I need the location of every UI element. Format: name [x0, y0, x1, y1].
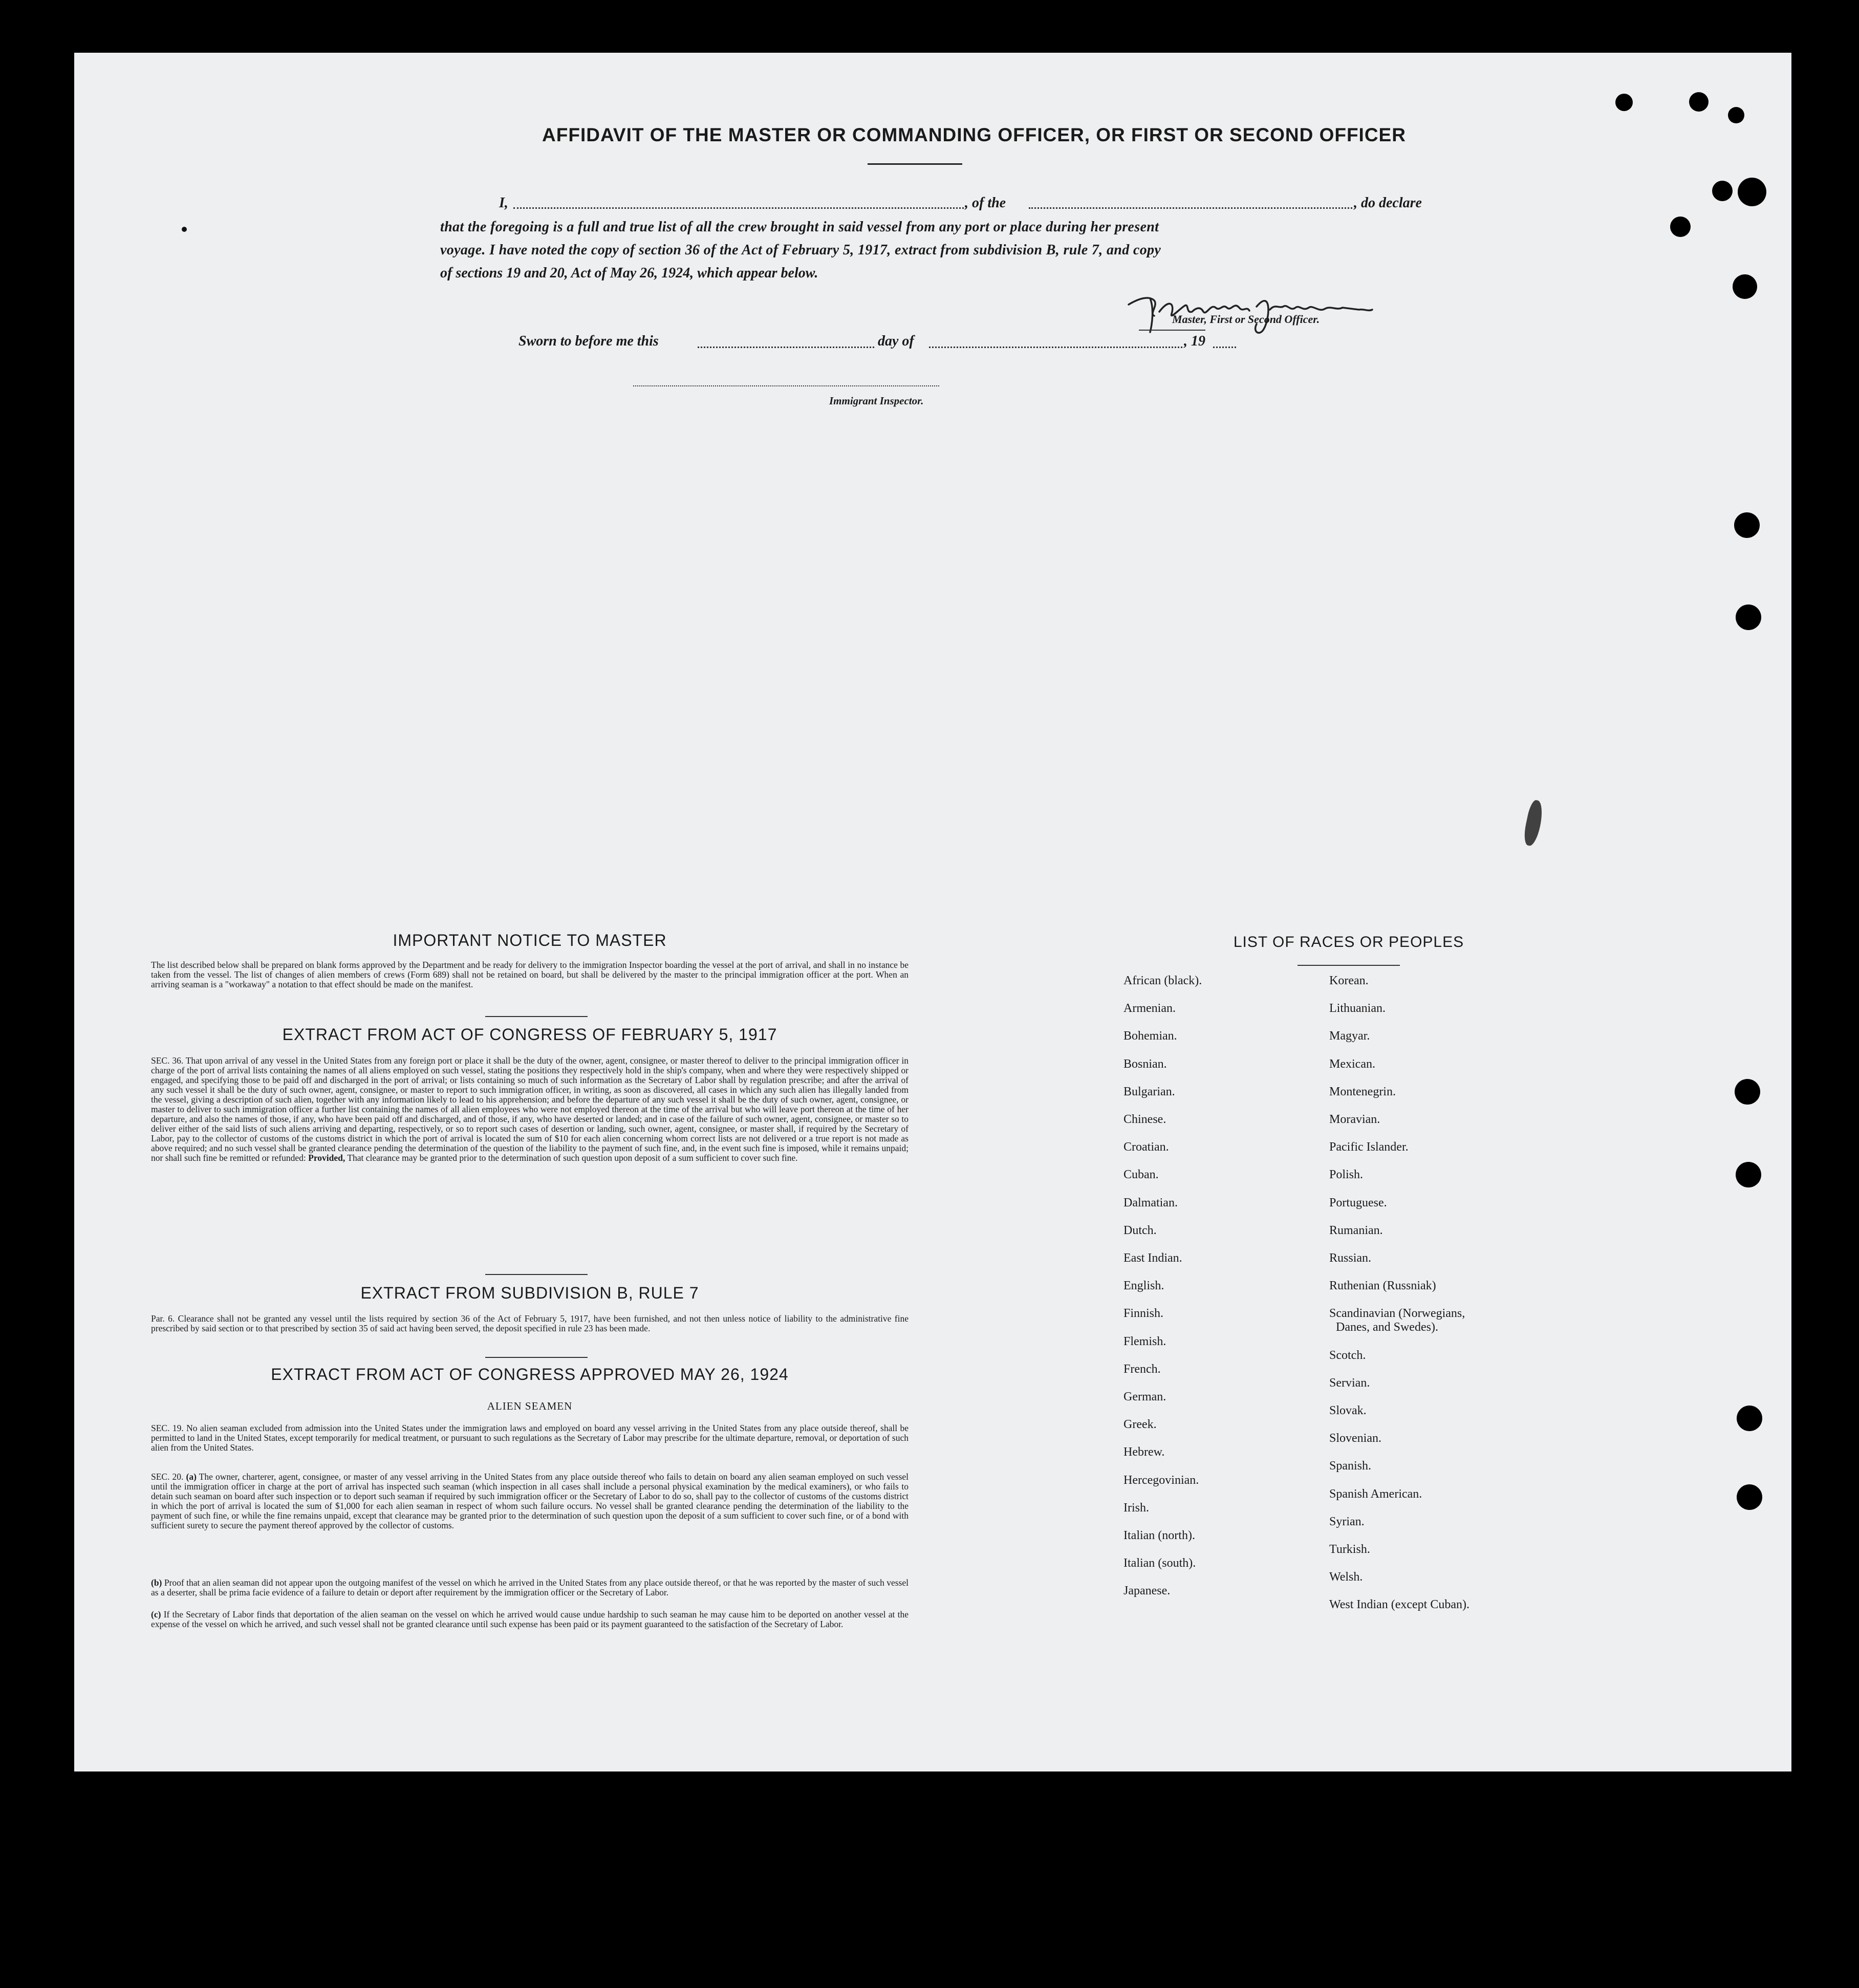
declare-i: I, [499, 195, 508, 211]
title-underline [868, 163, 962, 165]
race-item: Ruthenian (Russniak) [1329, 1279, 1436, 1293]
punch-hole [1738, 178, 1766, 206]
sworn-day-blank [698, 347, 874, 348]
divider [485, 1357, 588, 1358]
race-item: Greek. [1123, 1418, 1157, 1432]
race-item: Dutch. [1123, 1223, 1157, 1237]
race-item: Flemish. [1123, 1334, 1166, 1348]
extract-1924-title: EXTRACT FROM ACT OF CONGRESS APPROVED MAY 26, 1924 [271, 1365, 789, 1384]
ink-smudge [1522, 799, 1545, 847]
race-item: Bulgarian. [1123, 1085, 1175, 1098]
race-item: Dalmatian. [1123, 1196, 1178, 1209]
sec-20b-text: Proof that an alien seaman did not appear upon the outgoing manifest of the vessel on which he arrived in the United States from any place outside thereof, or that he was reported by the master of such vessel as a deserter, shall be prima facie evidence of a failure to detain or deport after requirement by the immigration officer or the Secretary of Labor. [151, 1578, 909, 1597]
signature-label: Master, First or Second Officer. [1172, 313, 1320, 326]
race-item: Mexican. [1329, 1057, 1375, 1071]
section-36-text: SEC. 36. That upon arrival of any vessel in the United States from any foreign port or place it shall be the duty of the owner, agent, consignee, or master thereof to deliver to the principal immigration officer in charge of the port of arrival lists containing the names of all aliens employed on such vessel, stating the positions they respectively hold in the ship's company, when and where they were respectively shipped or engaged, and specifying those to be paid off and discharged in the port of arrival; or lists containing so much of such information as the Secretary of Labor shall by regulation prescribe; and after the arrival of any such vessel it shall be the duty of such owner, agent, consignee, or master to report to such immigration officer, in writing, as soon as discovered, all cases in which any such alien has illegally landed from the vessel, giving a description of such alien, together with any information likely to lead to his apprehension; and before the departure of any such vessel it shall be the duty of such owner, agent, consignee, or master to deliver to such immigration officer a further list containing the names of all alien employees who were not employed thereon at the time of the arrival but who will leave port thereon at the time of her departure, and also the names of those, if any, who have been paid off and discharged, and of those, if any, who have deserted or landed; and in case of the failure of such owner, agent, consignee, or master so to deliver either of the said lists of such aliens arriving and departing, respectively, or so to report such cases of desertion or landing, such owner, agent, consignee, or master shall, if required by the Secretary of Labor, pay to the collector of customs of the customs district in which the port of arrival is located the sum of $10 for each alien concerning whom correct lists are not delivered or a true report is not made as above required; and no such vessel shall be granted clearance pending the determination of the question of the liability to the payment of such fine, and, in the event such fine is imposed, while it remains unpaid; nor shall such fine be remitted or refunded: [151, 1055, 909, 1163]
race-item: English. [1123, 1279, 1164, 1293]
race-item: Italian (south). [1123, 1557, 1196, 1570]
race-item: Turkish. [1329, 1543, 1370, 1556]
race-item: East Indian. [1123, 1251, 1182, 1265]
sworn-year: , 19 [1184, 333, 1205, 349]
race-item: Hebrew. [1123, 1445, 1165, 1459]
sec-20-label: SEC. 20. [151, 1472, 184, 1482]
notice-body: The list described below shall be prepared on blank forms approved by the Department and be ready for delivery to the immigration Inspector boarding the vessel at the port of arrival, and shall in no instance be taken from the vessel. The list of changes of alien members of crews (Form 689) shall not be retained on board, but shall be delivered by the master to the principal immigration officer at the port. When an arriving seaman is a "workaway" a notation to that effect should be made on the manifest. [151, 960, 909, 989]
signature [1118, 283, 1477, 339]
race-item: Danes, and Swedes). [1336, 1321, 1438, 1334]
punch-hole [1737, 1406, 1762, 1431]
race-item: French. [1123, 1362, 1161, 1376]
sec-19-text: SEC. 19. No alien seaman excluded from admission into the United States under the immigration laws and employed on board any vessel arriving in the United States from any place outside thereof, shall be permitted to land in the United States, except temporarily for medical treatment, or pursuant to such regulations as the Secretary of Labor may prescribe for the ultimate departure, removal, or deportation of such alien from the United States. [151, 1423, 909, 1453]
sworn-month-blank [929, 347, 1182, 348]
punch-hole [1735, 1079, 1760, 1105]
race-item: Slovak. [1329, 1404, 1367, 1417]
document-page [74, 53, 1791, 1771]
race-item: Polish. [1329, 1168, 1364, 1182]
punch-hole [1615, 94, 1633, 111]
race-item: Chinese. [1123, 1113, 1166, 1126]
race-item: Bohemian. [1123, 1029, 1177, 1043]
race-item: Scotch. [1329, 1348, 1366, 1362]
race-item: German. [1123, 1390, 1166, 1403]
sec-20a-text: The owner, charterer, agent, consignee, or master of any vessel arriving in the United States from any place outside thereof who fails to detain on board any alien seaman employed on such vessel until the immigration officer in charge at the port of arrival has inspected such seaman (which inspection in all cases shall include a personal physical examination by the medical examiners), or who fails to detain such seaman on board after such inspection or to deport such seaman if required by such immigration officer or the Secretary of Labor to do so, shall pay to the collector of customs of the customs district in which the port of arrival is located the sum of $1,000 for each alien seaman in respect of whom such failure occurs. No vessel shall be granted clearance pending the determination of the liability to the payment of such fine, or while the fine remains unpaid, except that clearance may be granted prior to the determination of such question upon the deposit of a sum sufficient to cover such fine, or of a bond with sufficient surety to secure the payment thereof approved by the collector of customs. [151, 1472, 909, 1530]
race-item: Italian (north). [1123, 1529, 1195, 1542]
extract-rule7-body: Par. 6. Clearance shall not be granted any vessel until the lists required by section 36 of the Act of February 5, 1917, have been furnished, and not then unless notice of liability to the administrative fine prescribed by said section or to that prescribed by section 35 of said act having been served, the deposit specified in rule 23 has been made. [151, 1313, 909, 1333]
ink-speck [182, 227, 187, 232]
extract-1917-body [151, 1056, 909, 1256]
vessel-blank [1029, 207, 1352, 209]
sec-20b-mark: (b) [151, 1578, 162, 1588]
race-item: Irish. [1123, 1501, 1149, 1515]
punch-hole [1736, 604, 1761, 630]
punch-hole [1734, 512, 1760, 538]
race-item: Rumanian. [1329, 1223, 1383, 1237]
provided-text: That clearance may be granted prior to the determination of such question upon deposit of a sum sufficient to cover such fine. [347, 1153, 798, 1163]
race-item: Armenian. [1123, 1002, 1176, 1015]
alien-seamen-subtitle: ALIEN SEAMEN [487, 1400, 573, 1412]
race-item: Montenegrin. [1329, 1085, 1396, 1098]
race-item: Portuguese. [1329, 1196, 1387, 1209]
declare-of-the: , of the [965, 195, 1006, 211]
race-item: Korean. [1329, 974, 1369, 987]
race-item: Scandinavian (Norwegians, [1329, 1307, 1465, 1321]
extract-rule7-title: EXTRACT FROM SUBDIVISION B, RULE 7 [360, 1284, 699, 1302]
sec-20c-mark: (c) [151, 1609, 161, 1619]
race-item: Lithuanian. [1329, 1002, 1386, 1015]
race-item: Croatian. [1123, 1140, 1169, 1154]
inspector-label: Immigrant Inspector. [829, 395, 924, 407]
declare-do-declare: , do declare [1354, 195, 1422, 211]
race-item: Moravian. [1329, 1113, 1380, 1126]
races-divider [1298, 965, 1400, 966]
race-item: Finnish. [1123, 1307, 1164, 1321]
divider [485, 1274, 588, 1275]
declaration-line-3: voyage. I have noted the copy of section 36 of the Act of February 5, 1917, extract from subdivision B, rule 7, and copy [440, 242, 1161, 258]
race-item: Hercegovinian. [1123, 1473, 1199, 1487]
race-item: Welsh. [1329, 1570, 1363, 1584]
punch-hole [1737, 1484, 1762, 1510]
divider [485, 1016, 588, 1017]
sec-20a-mark: (a) [186, 1472, 197, 1482]
affidavit-title: AFFIDAVIT OF THE MASTER OR COMMANDING OFFICER, OR FIRST OR SECOND OFFICER [542, 124, 1406, 145]
punch-hole [1689, 92, 1709, 112]
sec-20b [151, 1578, 909, 1609]
race-item: West Indian (except Cuban). [1329, 1598, 1469, 1612]
race-item: Servian. [1329, 1376, 1370, 1390]
punch-hole [1712, 181, 1733, 201]
punch-hole [1736, 1162, 1761, 1187]
race-item: Pacific Islander. [1329, 1140, 1409, 1154]
declaration-line-2: that the foregoing is a full and true list of all the crew brought in said vessel from any port or place during her present [440, 219, 1159, 235]
punch-hole [1733, 274, 1757, 299]
race-item: Cuban. [1123, 1168, 1159, 1182]
race-item: Syrian. [1329, 1515, 1365, 1528]
extract-1917-title: EXTRACT FROM ACT OF CONGRESS OF FEBRUARY 5, 1917 [282, 1025, 777, 1044]
sec-20c-text: If the Secretary of Labor finds that deportation of the alien seaman on the vessel on which he arrived would cause undue hardship to such seaman he may cause him to be deported on another vessel at the expense of the vessel on which he arrived, and such vessel shall not be granted clearance until such expense has been paid or its payment guaranteed to the satisfaction of the Secretary of Labor. [151, 1609, 909, 1629]
race-item: Spanish American. [1329, 1487, 1422, 1501]
race-item: Slovenian. [1329, 1432, 1381, 1445]
inspector-signature-line [633, 385, 939, 386]
race-item: African (black). [1123, 974, 1202, 987]
provided-word: Provided, [308, 1153, 345, 1163]
punch-hole [1670, 217, 1691, 237]
race-item: Bosnian. [1123, 1057, 1167, 1071]
race-item: Spanish. [1329, 1459, 1372, 1473]
race-item: Japanese. [1123, 1584, 1171, 1598]
race-item: Magyar. [1329, 1029, 1370, 1043]
name-blank [513, 207, 964, 209]
punch-hole [1728, 107, 1744, 123]
sec-20c [151, 1610, 909, 1640]
sworn-day-of: day of [878, 333, 914, 349]
notice-title: IMPORTANT NOTICE TO MASTER [393, 931, 667, 949]
declaration-line-4: of sections 19 and 20, Act of May 26, 1924, which appear below. [440, 265, 818, 281]
races-title: LIST OF RACES OR PEOPLES [1233, 934, 1464, 950]
sworn-prefix: Sworn to before me this [518, 333, 659, 349]
sec-20a [151, 1472, 909, 1574]
sworn-year-blank [1213, 347, 1236, 348]
race-item: Russian. [1329, 1251, 1372, 1265]
